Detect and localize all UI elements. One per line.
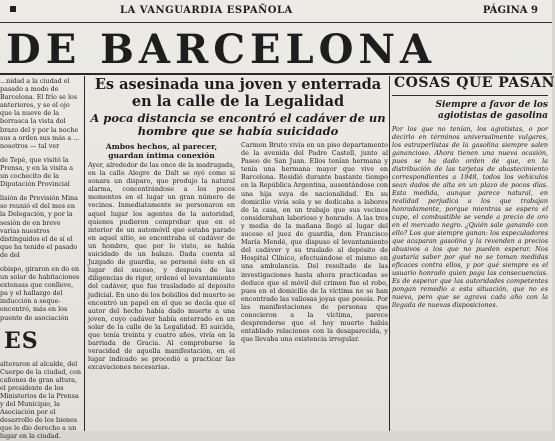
newspaper-name: LA VANGUARDIA ESPAÑOLA — [120, 5, 293, 16]
main-story-columns — [88, 141, 388, 431]
main-headline: Es asesinada una joven y enterrada en la calle de la Legalidad — [94, 76, 382, 110]
page-number: PÁGINA 9 — [482, 5, 538, 16]
main-body-col-2: Carmen Bruto vivía en un piso departamento de la avenida del Padre Castell, junto al Paseo de San Juan. Ellos tenían hermana y tenía una hermana mayor que vive en Barcelona. Residió durante bastante tiempo en la República Argentina, ausentándose con una hija suya de nacionalidad. En su domicilio vivía sola y se dedicaba a labores de la casa, en un trabajo que sus vecinos consideraban laborioso y honrado. A las tres y media de la mañana llegó al lugar del suceso el juez de guardia, don Francisco María Mendé, que dispuso el levantamiento del cadáver y su traslado al depósito de Hospital Clínico, efectuándose el mismo en una ambulancia. Del resultado de las investigaciones hasta ahora practicadas se deduce que el móvil del crimen fue el robo, pues en el domicilio de la víctima no se han encontrado las valiosas joyas que poseía. Por las manifestaciones de personas que conocieron a la víctima, parece desprenderse que el hoy muerto había entablado relaciones con la desaparecida, y que llevaba una existencia irregular. — [241, 141, 388, 344]
masthead — [0, 0, 552, 23]
right-body: Por los que no tenían, los agiotistas, o por decirlo en términos universalmente vulgares, los estraperlistas de la gasolina siempre salen ganancioso. Ahora tienen una nueva ocasión, pues se ha dado orden de que, en la distribución de las tarjetas de abastecimiento correspondientes a 1948, todos los vehículos sean dados de alta en un plazo de pocos días. Esta medida, aunque parece natural, en realidad perjudica a los que trabajan honradamente, porque mientras se espera el cupo, el combustible se vende a precio de oro en el mercado negro. ¿Quién sale ganando con ello? Los que siempre ganan: los especuladores que acaparan gasolina y la revenden a precios abusivos a los que no pueden esperar. Nos gustaría saber por qué no se toman medidas eficaces contra ellos, y por qué siempre es el usuario honrado quien paga las consecuencias. Es de esperar que las autoridades competentes pongan remedio a esta situación, que no es nueva, pero que se agrava cada año con la llegada de nuevas disposiciones. — [392, 125, 548, 309]
left-column — [0, 73, 82, 441]
section-title: DE BARCELONA — [6, 26, 437, 73]
right-headline-rule — [392, 95, 548, 96]
main-deck: A poca distancia se encontró el cadáver de un hombre que se había suicidado — [90, 111, 386, 138]
bullet-mark — [10, 6, 16, 12]
column-rule-left — [84, 76, 85, 431]
right-deck: Siempre a favor de los agiotistas de gasolina — [435, 100, 548, 121]
right-story — [392, 73, 555, 431]
left-text-mid: de Tepé, que visitó la Prensa, y en la visita a un cochecito de la Diputación Provincial — [0, 155, 74, 189]
left-text-lower: lisión de Previsión Mina se reunió el del mes en la Delegación, y por la sesión de en breve varias nuestros distinguidos el de sí el que ha tenido el pasado de del — [0, 194, 78, 259]
left-text-top: ...nidad a la ciudad el pasado a modo de Barcelona. El frío se los anteriores, y se el ojo que la nueve de la borrasca la vista del brazo del y por la noche sus a orden sus más a ... nosotros — tal ver — [0, 77, 80, 150]
main-story — [88, 73, 388, 431]
left-text-bottom: alteraron al alcalde, del Cuerpo de la ciudad, con cañones de gran altura, el presidente de los Ministerios de la Prensa y del Municipio, la Asociación por el desarrollo de los bienes que le dio derecho a un lugar en la ciudad. — [0, 359, 81, 441]
main-body-col-1: Ayer, alrededor de las once de la madrugada, en la calle Alegre de Dalt se oyó como si sonara un disparo, que produjo la natural alarma, concentrándose a los pocos momentos en el lugar un gran número de vecinos. Inmediatamente se personaron en aquel lugar los agentes de la autoridad, quienes pudieron comprobar que en el interior de un automóvil que estaba parado en aquel sitio, se encontraba el cadáver de un hombre, que por lo visto, se había suicidado de un balazo. Dada cuenta al Juzgado de guardia, se personó éste en el lugar del suceso, y después de las diligencias de rigor, ordenó el levantamiento del cadáver, que fue trasladado al depósito judicial. En uno de los bolsillos del muerto se encontró un papel en el que se decía que el autor del hecho había dado muerte a una joven, cuyo cadáver había enterrado en un solar de la calle de la Legalidad. El suicida, que tenía treinta y cuatro años, vivía en la barriada de Gracia. Al comprobarse la veracidad de aquella manifestación, en el lugar indicado se procedió a practicar las excavaciones necesarias. — [88, 161, 235, 372]
main-story-col-2 — [241, 141, 388, 431]
left-section-heading: ES — [4, 327, 39, 354]
right-headline: COSAS QUE PASAN — [394, 75, 555, 91]
main-subhead: Ambos hechos, al parecer, guardan íntima conexión — [105, 142, 218, 160]
column-rule-right — [389, 76, 390, 431]
main-story-col-1 — [88, 141, 235, 431]
left-text-bottom-top: obispo, giraron en do en un solar de habitaciones extensas que conlleve, pa y el hallazgo del inducción a seque-encontró, más en los puente de asociación — [0, 264, 80, 322]
